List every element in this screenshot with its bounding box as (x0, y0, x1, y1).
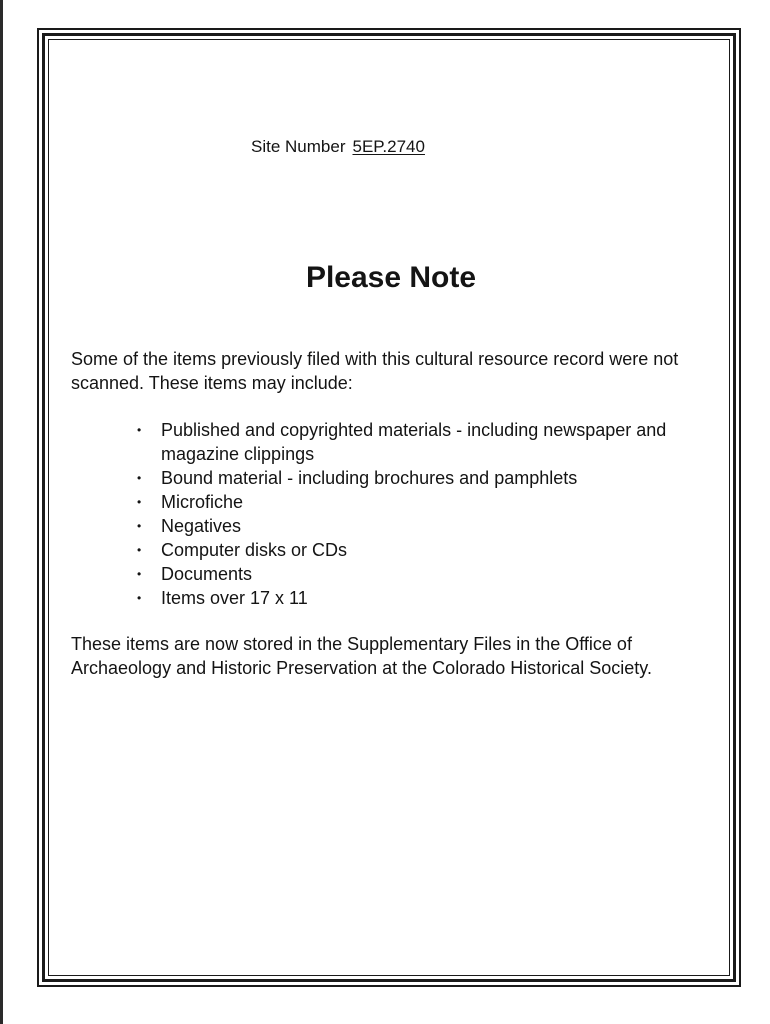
list-item-text: Bound material - including brochures and pamphlets (161, 468, 578, 488)
bullet-icon: • (137, 471, 142, 485)
site-number-line (251, 137, 426, 157)
list-item-text: Microfiche (161, 492, 244, 512)
list-item (137, 514, 717, 538)
bullet-icon: • (137, 591, 142, 605)
list-item (137, 586, 717, 610)
list-item (137, 538, 717, 562)
list-item-text: Negatives (161, 516, 242, 536)
bullet-icon: • (137, 423, 142, 437)
bullet-icon: • (137, 519, 142, 533)
list-item-text: Items over 17 x 11 (161, 588, 308, 608)
items-list (137, 418, 717, 610)
list-item (137, 466, 717, 490)
list-item (137, 490, 717, 514)
list-item (137, 562, 717, 586)
intro-paragraph: Some of the items previously filed with this cultural resource record were not scanned. These items may include: (71, 349, 679, 393)
bullet-icon: • (137, 567, 142, 581)
bullet-icon: • (137, 543, 142, 557)
list-item (137, 418, 717, 466)
list-item-text: Documents (161, 564, 253, 584)
bullet-icon: • (137, 495, 142, 509)
closing-paragraph: These items are now stored in the Supplementary Files in the Office of Archaeology and Historic Preservation at the Colorado Historical Society. (71, 634, 652, 678)
site-number-label: Site Number (251, 137, 346, 156)
page-title: Please Note (305, 261, 477, 294)
scan-left-edge (0, 0, 3, 1024)
list-item-text: Computer disks or CDs (161, 540, 348, 560)
site-number-value: 5EP.2740 (352, 137, 425, 156)
list-item-text: Published and copyrighted materials - including newspaper and magazine clippings (161, 420, 667, 464)
